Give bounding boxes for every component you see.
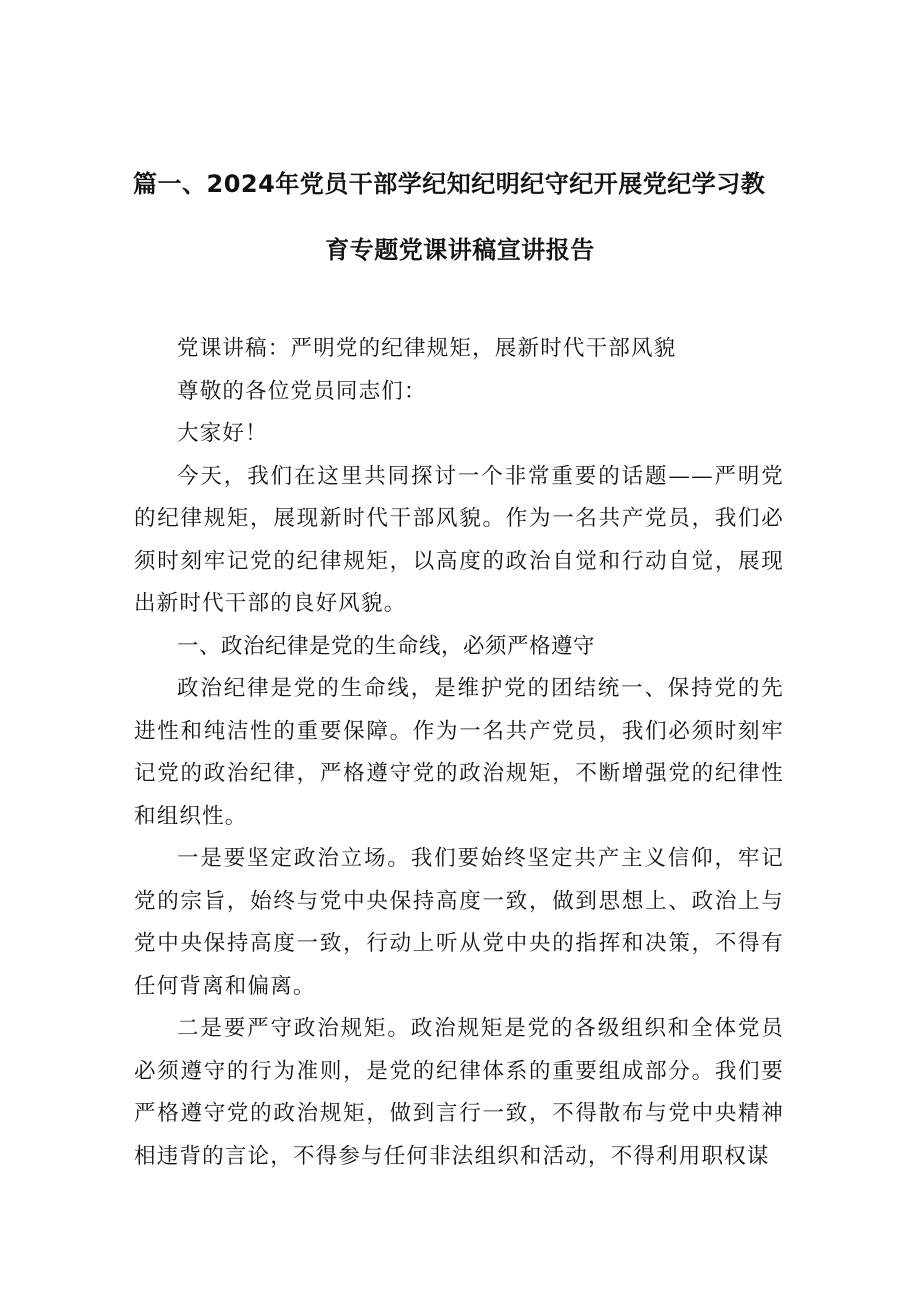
intro-paragraph: 今天，我们在这里共同探讨一个非常重要的话题——严明党的纪律规矩，展现新时代干部风貌。作为一名共产党员，我们必须时刻牢记党的纪律规矩，以高度的政治自觉和行动自觉，展现出新时代干部的良好风貌。 — [134, 463, 784, 616]
section-heading-1: 一、政治纪律是党的生命线，必须严格遵守 — [177, 633, 596, 659]
document-title-line-2: 育专题党课讲稿宣讲报告 — [325, 236, 595, 264]
body-paragraph: 政治纪律是党的生命线，是维护党的团结统一、保持党的先进性和纯洁性的重要保障。作为一名共产党员，我们必须时刻牢记党的政治纪律，严格遵守党的政治规矩，不断增强党的纪律性和组织性。 — [134, 676, 784, 829]
document-body — [134, 328, 784, 1178]
greeting: 大家好！ — [177, 421, 268, 446]
body-paragraph: 二是要严守政治规矩。政治规矩是党的各级组织和全体党员必须遵守的行为准则，是党的纪律体系的重要组成部分。我们要严格遵守党的政治规矩，做到言行一致，不得散布与党中央精神相违背的言论，不得参与任何非法组织和活动，不得利用职权谋 — [134, 1016, 784, 1169]
document-title-line-1: 篇一、2024年党员干部学纪知纪明纪守纪开展党纪学习教 — [133, 170, 766, 198]
body-paragraph: 一是要坚定政治立场。我们要始终坚定共产主义信仰，牢记党的宗旨，始终与党中央保持高度一致，做到思想上、政治上与党中央保持高度一致，行动上听从党中央的指挥和决策，不得有任何背离和偏离。 — [134, 846, 784, 999]
lecture-subtitle: 党课讲稿：严明党的纪律规矩，展新时代干部风貌 — [177, 336, 677, 361]
salutation: 尊敬的各位党员同志们： — [177, 378, 427, 404]
